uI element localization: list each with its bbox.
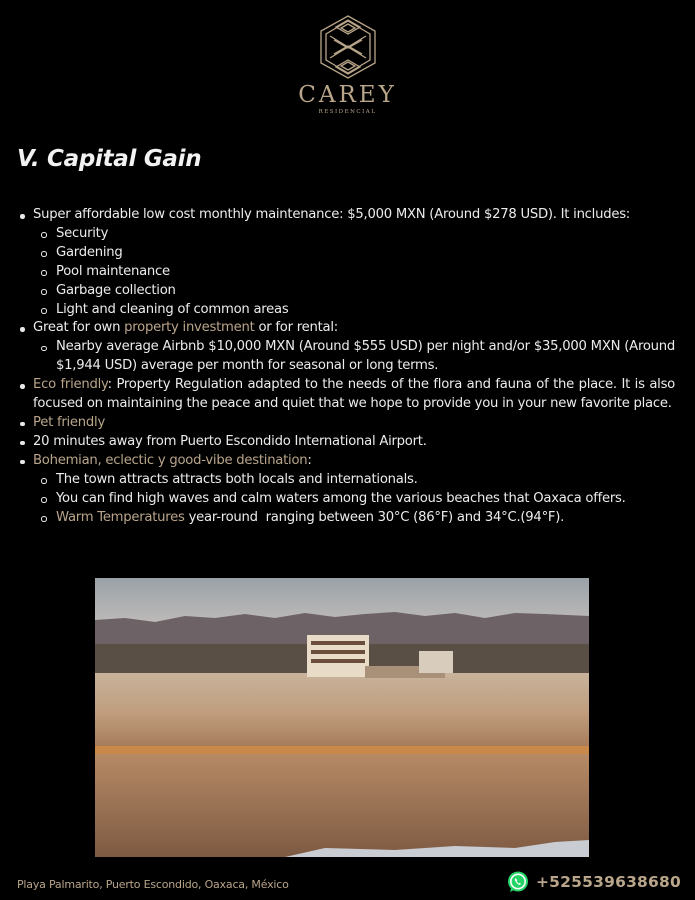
sublist-item: You can find high waves and calm waters among the various beaches that Oaxaca offers.: [33, 490, 675, 509]
pet-friendly-link[interactable]: Pet friendly: [33, 414, 105, 430]
bohemian-colon: :: [307, 452, 312, 468]
investment-post-text: or for rental:: [254, 320, 338, 336]
sublist-item: Security: [33, 225, 675, 244]
feature-list: [17, 206, 675, 527]
list-item-pet: [17, 414, 675, 433]
dry-sand: [95, 673, 589, 753]
sublist-item: Garbage collection: [33, 282, 675, 301]
bohemian-sublist: [33, 471, 675, 528]
phone-number[interactable]: +525539638680: [535, 873, 681, 891]
sublist-item: Light and cleaning of common areas: [33, 301, 675, 320]
bohemian-link[interactable]: Bohemian, eclectic y good-vibe destination: [33, 452, 308, 468]
sublist-item: The town attracts attracts both locals and internationals.: [33, 471, 675, 490]
investment-sublist: [33, 338, 675, 376]
list-item-airport: 20 minutes away from Puerto Escondido International Airport.: [17, 433, 675, 452]
property-investment-link[interactable]: property investment: [124, 320, 255, 336]
brand-subtitle: RESIDENCIAL: [318, 109, 377, 115]
list-item-investment: [17, 319, 675, 376]
warm-temperatures-link[interactable]: Warm Temperatures: [56, 509, 185, 525]
beach-property-photo: [95, 578, 589, 857]
sublist-item: Pool maintenance: [33, 263, 675, 282]
sublist-item: Nearby average Airbnb $10,000 MXN (Around $555 USD) per night and/or $35,000 MXN (Around $1,944 USD) average per month for seasonal or long terms.: [33, 338, 675, 376]
eco-friendly-link[interactable]: Eco friendly: [33, 377, 108, 393]
investment-pre-text: Great for own: [33, 320, 125, 336]
eco-text: : Property Regulation adapted to the needs of the flora and fauna of the place. It is also focused on maintaining the peace and quiet that we hope to provide you in your new favorite place.: [33, 377, 676, 412]
list-item-bohemian: [17, 452, 675, 528]
wet-sand: [95, 754, 589, 857]
sublist-item-temperature: [33, 509, 675, 528]
brand-name: CAREY: [298, 82, 397, 108]
maintenance-sublist: [33, 225, 675, 320]
footer-contact[interactable]: [506, 870, 681, 894]
feature-list-container: [17, 206, 675, 527]
footer-address: Playa Palmarito, Puerto Escondido, Oaxaca, México: [17, 878, 289, 891]
sublist-item: Gardening: [33, 244, 675, 263]
brand-logo: [0, 14, 695, 116]
whatsapp-icon: [506, 870, 530, 894]
sand-ridge: [95, 746, 589, 754]
list-item-eco: [17, 376, 675, 414]
carey-emblem-icon: [317, 14, 379, 80]
maintenance-text: Super affordable low cost monthly maintenance: $5,000 MXN (Around $278 USD). It includes:: [33, 207, 631, 222]
section-title: V. Capital Gain: [17, 146, 202, 172]
temperature-text: year-round ranging between 30°C (86°F) and 34°C.(94°F).: [184, 509, 565, 525]
list-item-maintenance: [17, 206, 675, 319]
